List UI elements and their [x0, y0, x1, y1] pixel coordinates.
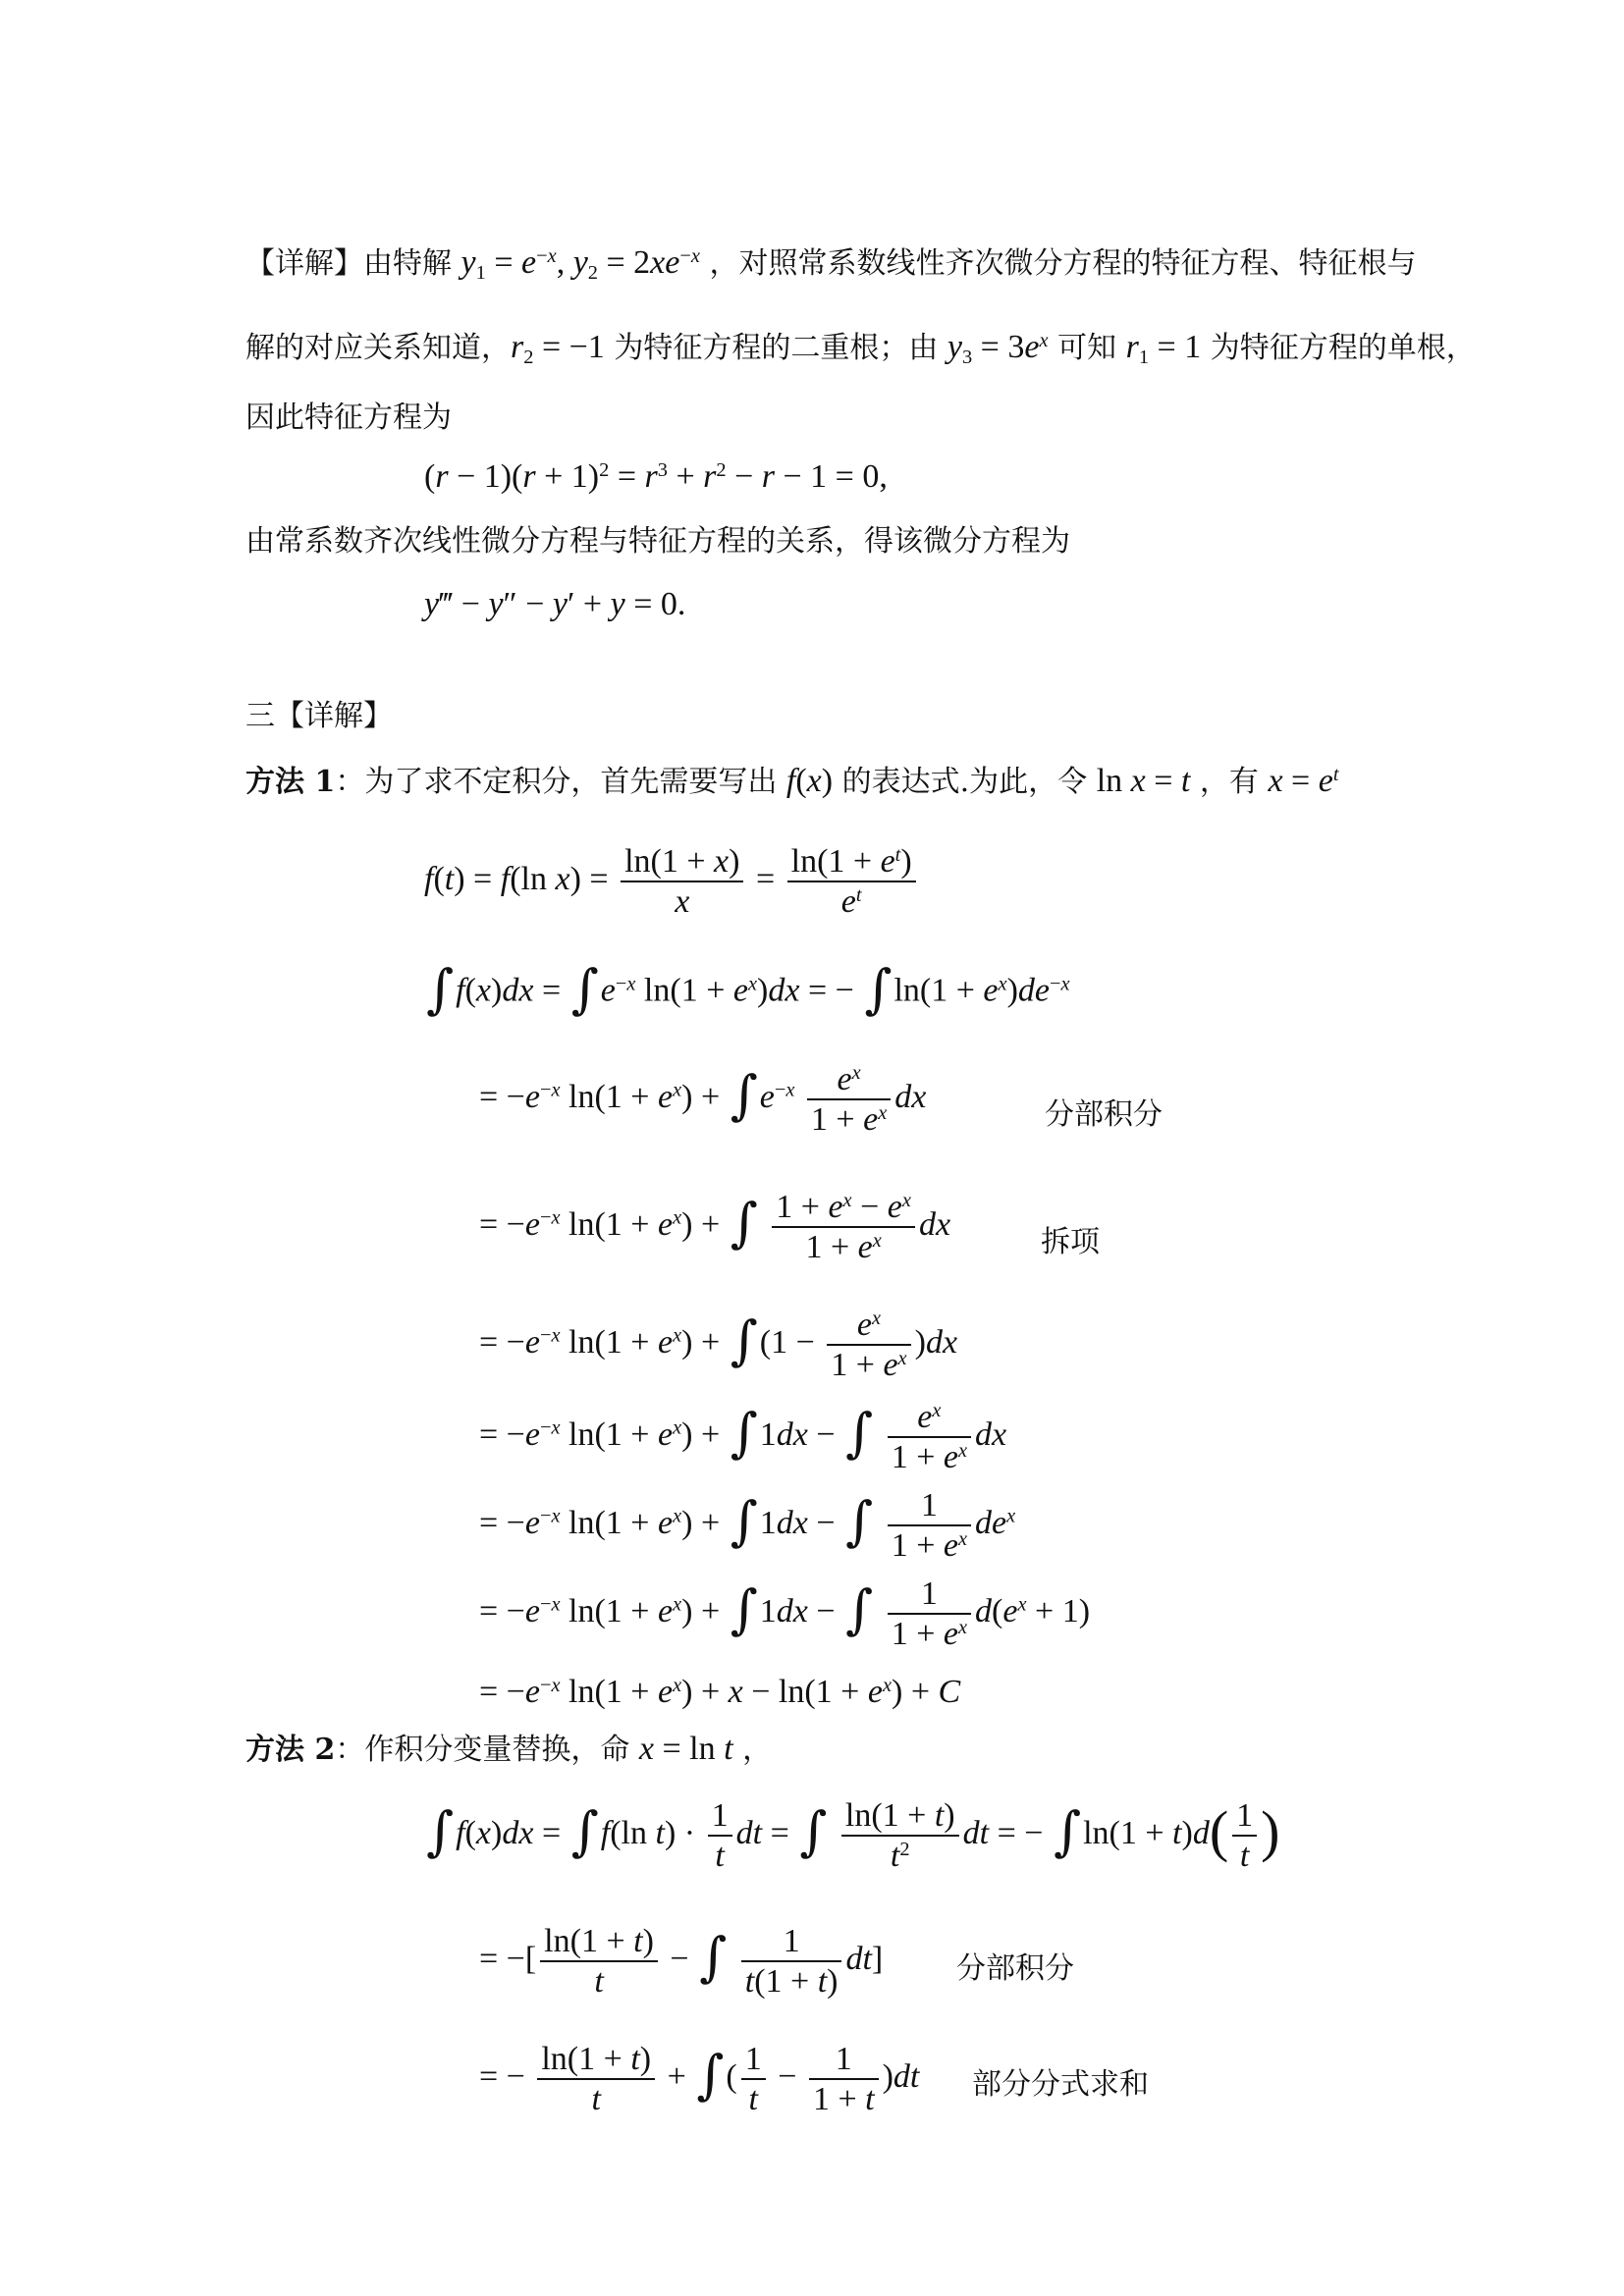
equation-step-by-parts: = $-e^{-x}$ $\ln(1 + e^x) + \int e^{-x}$ $\frac{e^x}{1 + e^x}$ dx	[479, 1061, 927, 1139]
equation-step-split: = $-e^{-x}$ $\ln(1 + e^x)$ + ∫ $\frac{1 + e^x - e^x}{1 + e^x}$ dx	[479, 1189, 951, 1266]
equation-step-7: = $-e^{-x}$ $\ln(1 + e^x) + \int 1dx$ − ∫ $\frac{1}{1 + e^x}$ $d(e^x + 1)$	[479, 1575, 1091, 1653]
detail-paragraph-line-4: 由常系数齐次线性微分方程与特征方程的关系，得该微分方程为	[245, 524, 1070, 559]
note-by-parts-2: 分部积分	[956, 1951, 1074, 1986]
equation-method-2-start: ∫f(x)dx = ∫f(ln t) · $\frac{1}{t}$ dt = ∫ $\frac{\ln(1 + t)}{t^2}$ dt = − ∫ln(1 + t)d( $\frac{1}{t}$ )	[426, 1797, 1280, 1875]
method-1-intro: 方法 1：为了求不定积分，首先需要写出 f(x) 的表达式.为此，令 ln x = t ，有 $x = e^t$	[245, 763, 1339, 799]
note-partial-fractions: 部分分式求和	[972, 2067, 1149, 2102]
section-3-heading: 三【详解】	[245, 699, 393, 733]
equation-step-5: = $-e^{-x}$ $\ln(1 + e^x) + \int 1dx$ − ∫ $\frac{e^x}{1 + e^x}$ dx	[479, 1399, 1007, 1476]
method-1-label: 方法 1	[245, 765, 336, 799]
characteristic-equation: $(r - 1)(r + 1)^2 = r^3 + r^2 - r - 1 = 0$,	[424, 458, 888, 495]
note-split: 拆项	[1041, 1225, 1100, 1259]
method-2-label: 方法 2	[245, 1733, 336, 1767]
method-2-intro: 方法 2：作积分变量替换，命 x = ln t ，	[245, 1731, 773, 1767]
detail-paragraph-line-1: 【详解】由特解 $y_1 = e^{-x}$, $y_2 = 2xe^{-x}$ ，对照常系数线性齐次微分方程的特征方程、特征根与	[245, 244, 1417, 285]
detail-paragraph-line-2: 解的对应关系知道，$r_2 = -1$ 为特征方程的二重根；由 $y_3 = 3e^x$ 可知 $r_1 = 1$ 为特征方程的单根，	[245, 329, 1476, 369]
equation-f-of-t: f(t) = f(ln x) = $\frac{\ln(1 + x)}{x}$ = $\frac{\ln(1 + e^t)}{e^t}$	[424, 842, 920, 921]
detail-paragraph-line-3: 因此特征方程为	[245, 400, 452, 435]
equation-method-2-partial-fractions: = − $\frac{\ln(1 + t)}{t}$ + ∫( $\frac{1}{t}$ − $\frac{1}{1 + t}$ )dt	[479, 2041, 920, 2118]
equation-step-6: = $-e^{-x}$ $\ln(1 + e^x) + \int 1dx$ − ∫ $\frac{1}{1 + e^x}$ $de^x$	[479, 1487, 1016, 1565]
equation-integral-start: $\int f(x)dx = \int e^{-x}$ $\ln(1 + e^x)dx$ = − $\int\ln(1 + e^x)de^{-x}$	[426, 958, 1070, 1020]
equation-method-2-by-parts: = −[ $\frac{\ln(1 + t)}{t}$ − ∫ $\frac{1}{t(1 + t)}$ dt]	[479, 1923, 884, 2001]
equation-result-method-1: = $-e^{-x}$ $\ln(1 + e^x) + x - \ln(1 + e^x) + C$	[479, 1674, 961, 1710]
note-by-parts: 分部积分	[1045, 1097, 1163, 1132]
differential-equation: y‴ − y″ − y′ + y = 0.	[424, 586, 686, 622]
equation-step-4: = $-e^{-x}$ $\ln(1 + e^x) + \int(1$ − $\frac{e^x}{1 + e^x}$ )dx	[479, 1307, 958, 1384]
